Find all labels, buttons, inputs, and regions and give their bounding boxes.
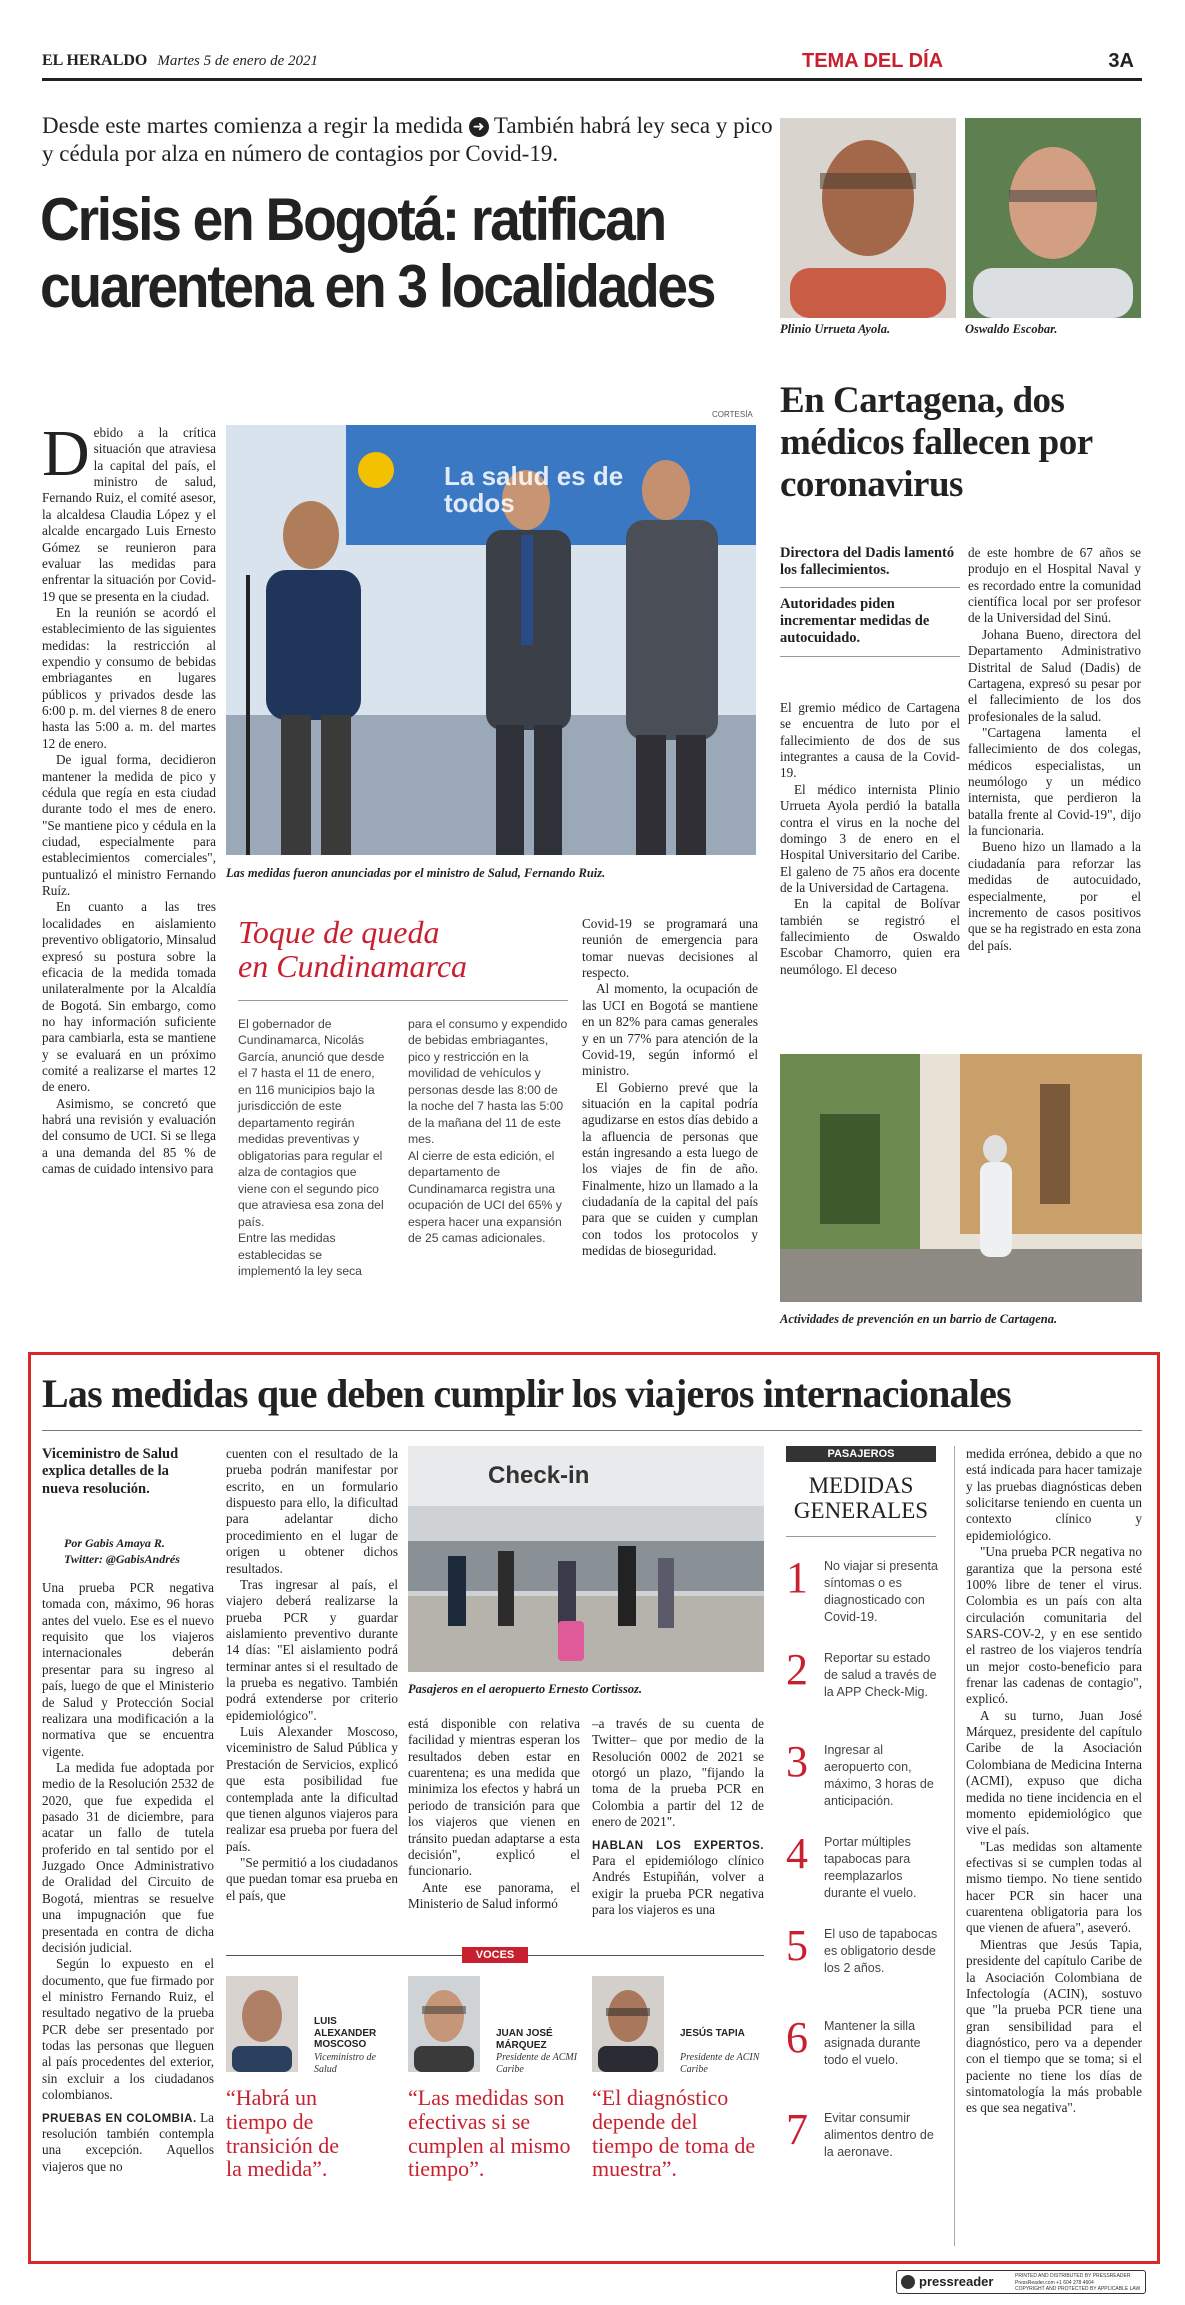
- voice-role: Viceministro de Salud: [314, 2052, 376, 2075]
- avatar: [226, 1976, 298, 2072]
- lead-text: La resolución también contempla una excepción. Aquellos viajeros que no: [42, 2109, 214, 2174]
- paragraph: La medida fue adoptada por medio de la Resolución 2532 de 2020, que fue expedida el pasado 31 de diciembre, para acatar un fallo de tutela proferido en tal sentido por el Juzgado Once Administrativo de Oralidad del Circuito de Bogotá, mientras se resuelve una impugnación que fue presentada en contra de dicha decisión judicial.: [42, 1759, 214, 1955]
- byline-twitter: Twitter: @GabisAndrés: [64, 1551, 180, 1566]
- portrait-oswaldo: [965, 118, 1141, 318]
- voice-3: [592, 1976, 764, 2246]
- note-line: PRINTED AND DISTRIBUTED BY PRESSREADER: [1015, 2273, 1131, 2279]
- ministers-photo: [226, 425, 756, 855]
- subhead-divider: [780, 587, 960, 588]
- paragraph: Entre las medidas establecidas se implementó la ley seca: [238, 1231, 362, 1279]
- paragraph: "Una prueba PCR negativa no garantiza que la persona esté 100% libre de tener el virus. Colombia es un país con alta circulación comunitaria del SARS-COV-2, y en ese sentido el rastreo de los viajeros tendría un mejor costo-beneficio para frenar las cadenas de contagio", explicó.: [966, 1544, 1142, 1707]
- main-headline: [40, 186, 739, 320]
- page-number: 3A: [1108, 50, 1134, 72]
- portrait-plinio: [780, 118, 956, 318]
- portrait-caption-2: Oswaldo Escobar.: [965, 322, 1058, 336]
- curfew-title-2: en Cundinamarca: [238, 947, 468, 984]
- portrait-caption-1: Plinio Urrueta Ayola.: [780, 322, 891, 336]
- measure-text: El uso de tapabocas es obligatorio desde los 2 años.: [824, 1927, 938, 1975]
- page-header: [42, 52, 1142, 74]
- kicker-part-2: También habrá ley seca y pico y cédula por alza en número de contagios por Covid-19.: [42, 113, 773, 167]
- note-line: PressReader.com +1 604 278 4604: [1015, 2279, 1094, 2286]
- avatar: [408, 1976, 480, 2072]
- paragraph: El Gobierno prevé que la situación en la capital podría agudizarse en estos días debido a la afluencia de personas que están ingresando a esta luego de los viajes de fin de año. Finalmente, hizo un llamado a la ciudadanía de la capital del país para que se cuiden y cumplan con todos los protocolos y medidas de bioseguridad.: [582, 1079, 758, 1259]
- side-subheads: [780, 545, 960, 665]
- pressreader-notes: [1015, 2273, 1143, 2293]
- travel-headline: Las medidas que deben cumplir los viajeros internacionales: [42, 1371, 1011, 1416]
- travel-headline-rule: [42, 1430, 1142, 1431]
- measure-number: 1: [786, 1553, 808, 1602]
- cartagena-caption: Actividades de prevención en un barrio de Cartagena.: [780, 1312, 1058, 1326]
- main-kicker: [42, 112, 782, 168]
- voice-quote: “El diagnóstico depende del tiempo de toma de muestra”.: [592, 2085, 756, 2182]
- paragraph: "Las medidas son altamente efectivas si se cumplen todas al mismo tiempo. No tiene sentido hacer PCR sin hacer una cuarentena obligatoria para los que vienen de afuera", aseveró.: [966, 1838, 1142, 1936]
- note-line: COPYRIGHT AND PROTECTED BY APPLICABLE LAW: [1015, 2286, 1141, 2292]
- lead-text: Para el epidemiólogo clínico Andrés Estupiñán, volver a exigir la prueba PCR negativa para los viajeros es una: [592, 1852, 764, 1917]
- paragraph: En la capital de Bolívar también se registró el fallecimiento de Oswaldo Escobar Chamorro, quien era neumólogo. El deceso: [780, 896, 960, 977]
- checkin-sign: Check-in: [488, 1462, 590, 1489]
- travel-subhead: Viceministro de Salud explica detalles de la nueva resolución.: [42, 1446, 179, 1497]
- kicker-part-1: Desde este martes comienza a regir la medida: [42, 113, 463, 138]
- measure-text: Mantener la silla asignada durante todo el vuelo.: [824, 2019, 921, 2067]
- paragraph: de este hombre de 67 años se produjo en el Hospital Naval y es recordado entre la comunidad científica local por ser profesor de la Universidad del Sinú.: [968, 545, 1141, 626]
- measures-box-title: MEDIDAS GENERALES: [793, 1473, 929, 1523]
- measure-number: 5: [786, 1921, 808, 1970]
- voice-quote: “Las medidas son efectivas si se cumplen al mismo tiempo”.: [408, 2085, 571, 2182]
- curfew-title-1: Toque de queda: [238, 914, 440, 950]
- backdrop-sign: La salud es de todos: [444, 461, 624, 519]
- headline-line-1: Crisis en Bogotá: ratifican: [40, 186, 665, 253]
- paragraph: El médico internista Plinio Urrueta Ayola perdió la batalla contra el virus en la noche del domingo 3 de enero en el Hospital Universitario del Caribe. El galeno de 75 años era docente de la Universidad de Cartagena.: [780, 781, 960, 895]
- paragraph: En cuanto a las tres localidades en aislamiento preventivo obligatorio, Minsalud expresó su postura sobre la eficacia de la medida tomada unilateralmente por la Alcaldía de Bogotá. Sin embargo, como no hay información suficiente para cambiarla, esta se mantiene y se evaluará en un próximo comité a realizarse el martes 12 de enero.: [42, 899, 216, 1095]
- paragraph: A su turno, Juan José Márquez, presidente del capítulo Caribe de la Asociación Colombiana de Medicina Interna (ACMI), expuso que dicha medida no tiene incidencia en el momento epidemiológico que vive el país.: [966, 1707, 1142, 1838]
- voice-name: JUAN JOSÉ MÁRQUEZ: [496, 2028, 553, 2051]
- pressreader-badge: [896, 2270, 1146, 2294]
- subhead-2: Autoridades piden incrementar medidas de autocuidado.: [780, 596, 930, 647]
- travel-column-2: [226, 1446, 398, 1904]
- paragraph: medida errónea, debido a que no está indicada para hacer tamizaje y las pruebas diagnósticas deben solicitarse teniendo en cuenta un contexto clínico y epidemiológico.: [966, 1446, 1142, 1543]
- paragraph: Al cierre de esta edición, el departamento de Cundinamarca registra una ocupación de UCI del 65% y espera hacer una expansión de 25 camas adicionales.: [408, 1148, 562, 1246]
- paragraph: [42, 2110, 214, 2175]
- paragraph: ebido a la crítica situación que atraviesa la capital del país, el ministro de salud, Fernando Ruiz, el comité asesor, la alcaldesa Claudia López y el alcalde encargado Luis Ernesto Gómez se reunieron para evaluar las medidas para enfrentar la situación por Covid-19 que se presenta en la ciudad.: [42, 425, 216, 604]
- cartagena-photo: [780, 1054, 1142, 1302]
- voice-name: LUIS ALEXANDER MOSCOSO: [314, 2016, 377, 2050]
- voice-quote: “Habrá un tiempo de transición de la medida”.: [226, 2085, 340, 2182]
- paragraph: Bueno hizo un llamado a la ciudadanía para reforzar las medidas de autocuidado, especialmente, por el incremento de casos positivos que se ha registrado en esta zona del país.: [968, 839, 1141, 953]
- measure-text: No viajar si presenta síntomas o es diagnosticado con Covid-19.: [824, 1559, 938, 1624]
- travel-column-6: [966, 1446, 1142, 2117]
- voice-role: Presidente de ACMI Caribe: [496, 2052, 578, 2075]
- section-name: TEMA DEL DÍA: [802, 50, 944, 72]
- paragraph: Según lo expuesto en el documento, que fue firmado por el ministro Fernando Ruiz, el resultado negativo de la prueba PCR debe ser presentado por todas las personas que lleguen al país procedentes del exterior, sin excluir a los ciudadanos colombianos.: [42, 1956, 214, 2103]
- measures-box-label: PASAJEROS: [786, 1446, 936, 1462]
- voces-label: VOCES: [462, 1947, 528, 1963]
- measure-text: Reportar su estado de salud a través de la APP Check-Mig.: [824, 1651, 937, 1699]
- main-column-1: [42, 417, 216, 1178]
- subhead-divider: [780, 656, 960, 657]
- paragraph: Luis Alexander Moscoso, viceministro de Salud Pública y Prestación de Servicios, explicó que esta posibilidad fue contemplada ante la dificultad que tienen algunos viajeros para realizar esa prueba por fuera del país.: [226, 1724, 398, 1854]
- airport-photo: [408, 1446, 764, 1672]
- measure-text: Portar múltiples tapabocas para reemplazarlos durante el vuelo.: [824, 1835, 917, 1900]
- airport-caption: Pasajeros en el aeropuerto Ernesto Cortissoz.: [408, 1682, 643, 1696]
- lead-in: HABLAN LOS EXPERTOS.: [592, 1839, 764, 1852]
- paragraph: Johana Bueno, directora del Departamento Administrativo Distrital de Salud (Dadis) de Cartagena, expresó su pesar por el fallecimiento de los dos profesionales de la salud.: [968, 626, 1141, 724]
- side-column-1: [780, 700, 960, 978]
- paragraph: Mientras que Jesús Tapia, presidente del capítulo Caribe de la Asociación Colombiana de Infectología (ACIN), sostuvo que "la prueba PCR tiene una gran sensibilidad para el diagnóstico, pero va a depender con el tiempo que se toma; si el paciente no tiene los días de sintomatología la más probable es que sea negativa".: [966, 1936, 1142, 2116]
- voice-name: JESÚS TAPIA: [680, 2028, 745, 2039]
- avatar: [592, 1976, 664, 2072]
- measure-text: Evitar consumir alimentos dentro de la aeronave.: [824, 2111, 934, 2159]
- main-photo-caption: Las medidas fueron anunciadas por el ministro de Salud, Fernando Ruiz.: [226, 866, 606, 880]
- photo-credit: CORTESÍA: [712, 410, 753, 419]
- measures-title-rule: [786, 1536, 936, 1537]
- paragraph: –a través de su cuenta de Twitter– que por medio de la Resolución 0002 de 2021 se otorgó un plazo, "fijando la toma de la prueba PCR en Colombia a partir del 12 de enero de 2021".: [592, 1716, 764, 1830]
- paragraph: Ante ese panorama, el Ministerio de Salud informó: [408, 1879, 580, 1911]
- drop-cap: D: [42, 417, 90, 490]
- measure-number: 2: [786, 1645, 808, 1694]
- pressreader-logo-icon: [901, 2275, 915, 2289]
- paragraph: está disponible con relativa facilidad y mientras esperan los resultados deben estar en cuarentena; es una medida que minimiza los efectos y habrá un periodo de transición para que los viajeros que vienen en tránsito puedan adaptarse a esta decisión", explicó el funcionario.: [408, 1716, 580, 1879]
- travel-byline: [42, 1536, 212, 1567]
- travel-column-1: [42, 1580, 214, 2175]
- subhead-1: Directora del Dadis lamentó los fallecimientos.: [780, 545, 955, 579]
- measure-text: Ingresar al aeropuerto con, máximo, 3 horas de anticipación.: [824, 1743, 934, 1808]
- pressreader-brand: pressreader: [919, 2274, 994, 2289]
- paragraph: para el consumo y expendido de bebidas embriagantes, pico y restricción en la movilidad de vehículos y personas desde las 8:00 de la noche del 7 hasta las 5:00 de la mañana del 11 de este mes.: [408, 1017, 568, 1147]
- paragraph: cuenten con el resultado de la prueba podrán manifestar por escrito, en un formulario dispuesto para ello, la dificultad para adelantar dicho procedimiento en el lugar de origen u obtener dichos resultados.: [226, 1446, 398, 1576]
- paragraph: Al momento, la ocupación de las UCI en Bogotá se mantiene en un 82% para camas generales y en un 77% para atención de la Covid-19, según informó el ministro.: [582, 981, 758, 1079]
- paragraph: De igual forma, decidieron mantener la medida de pico y cédula que regía en esta ciudad durante todo el mes de enero. "Se mantiene pico y cédula en la ciudad, especialmente para establecimientos comerciales", puntualizó el ministro Fernando Ruíz.: [42, 752, 216, 899]
- measure-number: 7: [786, 2105, 808, 2154]
- paragraph: Asimismo, se concretó que habrá una revisión y evaluación del consumo de UCI. Si se llega a una demanda del 85 % de camas de cuidado intensivo para: [42, 1095, 216, 1177]
- issue-date: Martes 5 de enero de 2021: [157, 53, 319, 69]
- curfew-column-1: [238, 1016, 388, 1280]
- paragraph: "Se permitió a los ciudadanos que puedan tomar esa prueba en el país, que: [226, 1854, 398, 1903]
- measure-number: 4: [786, 1829, 808, 1878]
- measure-number: 3: [786, 1737, 808, 1786]
- voice-1: [226, 1976, 398, 2246]
- paragraph: En la reunión se acordó el establecimiento de las siguientes medidas: la restricción al expendio y consumo de bebidas embriagantes en lugares públicos y privados desde las 6:00 p. m. del viernes 8 de enero hasta las 5:00 a. m. del martes 12 de enero.: [42, 604, 216, 751]
- measures-steps: [786, 1553, 956, 2216]
- travel-column-3: [408, 1716, 580, 1912]
- paragraph: "Cartagena lamenta el fallecimiento de dos colegas, médicos especialistas, un neumólogo y un médico internista, que perdieron la batalla frente al Covid-19", dijo la funcionaria.: [968, 724, 1141, 839]
- travel-column-4: [592, 1716, 764, 1918]
- paragraph: El gremio médico de Cartagena se encuentra de luto por el fallecimiento de dos de sus integrantes a causa de la Covid-19.: [780, 700, 960, 781]
- headline-line-2: cuarentena en 3 localidades: [40, 253, 715, 321]
- voice-role: Presidente de ACIN Caribe: [680, 2052, 760, 2075]
- main-column-4: [582, 916, 758, 1260]
- header-rule: [42, 78, 1142, 81]
- byline-name: Por Gabis Amaya R.: [64, 1536, 165, 1550]
- curfew-column-2: [408, 1016, 568, 1247]
- paragraph: Covid-19 se programará una reunión de emergencia para tomar nuevas decisiones al respecto.: [582, 916, 758, 981]
- paragraph: Una prueba PCR negativa tomada con, máximo, 96 horas antes del vuelo. Ese es el nuevo requisito que los viajeros internacionales deberán presentar para su ingreso al país, luego de que el Ministerio de Salud y Protección Social realizara una modificación a la normativa que se encuentra vigente.: [42, 1580, 214, 1759]
- side-column-2: [968, 545, 1141, 954]
- paragraph: Tras ingresar al país, el viajero deberá realizarse la prueba PCR y guardar aislamiento preventivo durante 14 días: "El aislamiento podrá terminar antes si el resultado de la prueba es negativo. También podrá extenderse por criterio epidemiológico".: [226, 1576, 398, 1723]
- voice-2: [408, 1976, 580, 2246]
- curfew-box-title: [238, 916, 568, 983]
- paper-name: EL HERALDO: [42, 52, 148, 69]
- side-headline: En Cartagena, dos médicos fallecen por coronavirus: [780, 380, 1092, 505]
- arrow-right-icon: ➜: [469, 117, 489, 137]
- curfew-title-rule: [238, 1000, 568, 1001]
- measure-number: 6: [786, 2013, 808, 2062]
- paragraph: [592, 1837, 764, 1919]
- paragraph: El gobernador de Cundinamarca, Nicolás García, anunció que desde el 7 hasta el 11 de enero, en 116 municipios bajo la jurisdicción de este departamento regirán medidas preventivas y obligatorias para regular el alza de contagios que viene con el segundo pico que atraviesa esa zona del país.: [238, 1017, 385, 1229]
- lead-in: PRUEBAS EN COLOMBIA.: [42, 2112, 197, 2125]
